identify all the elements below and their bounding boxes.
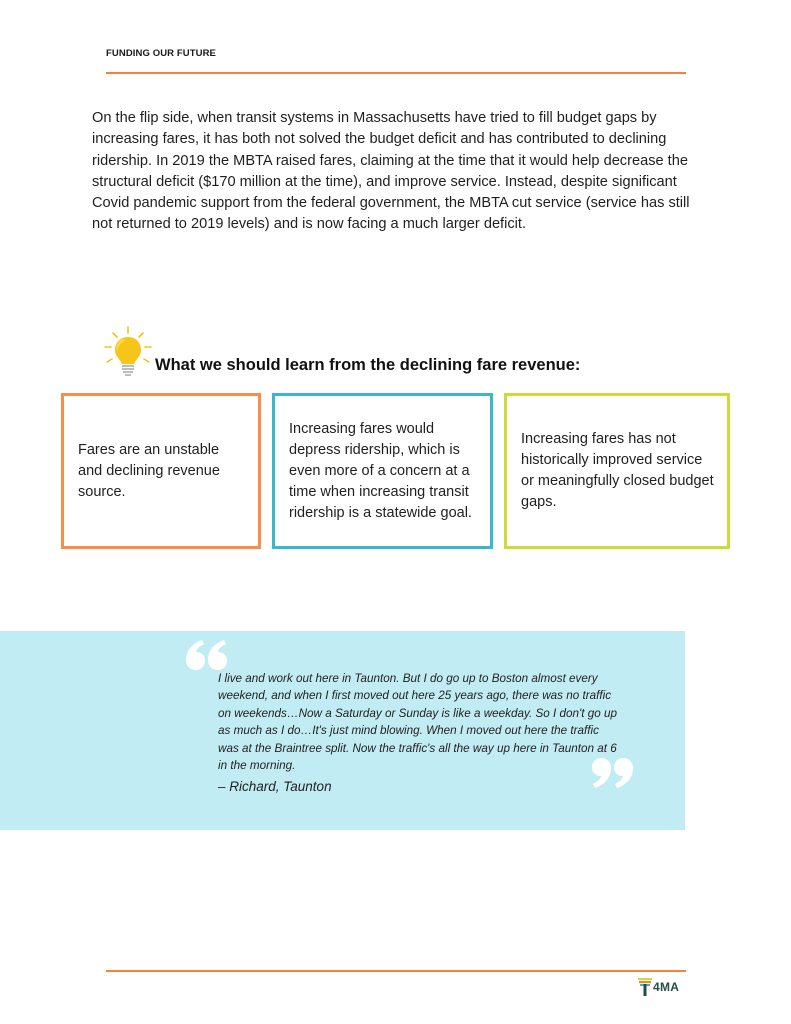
lesson-card (504, 393, 730, 549)
lesson-card (61, 393, 261, 549)
lightbulb-icon (100, 325, 156, 381)
footer-divider (106, 970, 686, 972)
logo-text: 4MA (653, 980, 680, 994)
testimonial-text: I live and work out here in Taunton. But I do go up to Boston almost every weekend, and when I first moved out here 25 years ago, there was no traffic on weekends…Now a Saturday or Sunday is like a weekday. So I don't go up as much as I do…It's just mind blowing. When I moved out here the traffic was at the Braintree split. Now the traffic's all the way up here in Taunton at 6 in the morning. (218, 672, 617, 773)
lesson-card (272, 393, 493, 549)
lesson-card-text: Fares are an unstable and declining revenue source. (78, 441, 220, 500)
t4ma-logo-mark (638, 978, 652, 996)
header-divider (106, 72, 686, 74)
t4ma-logo (638, 977, 679, 997)
testimonial-attribution: – Richard, Taunton (218, 779, 332, 794)
lesson-card-text: Increasing fares would depress ridership, which is even more of a concern at a time when increasing transit ridership is a statewide goal. (289, 420, 472, 521)
running-header: FUNDING OUR FUTURE (106, 48, 216, 59)
lesson-card-text: Increasing fares has not historically improved service or meaningfully closed budget gaps. (521, 431, 714, 510)
body-paragraph: On the flip side, when transit systems in Massachusetts have tried to fill budget gaps by increasing fares, it has both not solved the budget deficit and has contributed to declining ridership. In 2019 the MBTA raised fares, claiming at the time that it would help decrease the structural deficit ($170 million at the time), and improve service. Instead, despite significant Covid pandemic support from the federal government, the MBTA cut service (service has still not returned to 2019 levels) and is now facing a much larger deficit. (92, 110, 690, 233)
close-quote-icon (592, 758, 634, 788)
lessons-heading: What we should learn from the declining fare revenue: (155, 356, 581, 374)
open-quote-icon (186, 640, 228, 670)
